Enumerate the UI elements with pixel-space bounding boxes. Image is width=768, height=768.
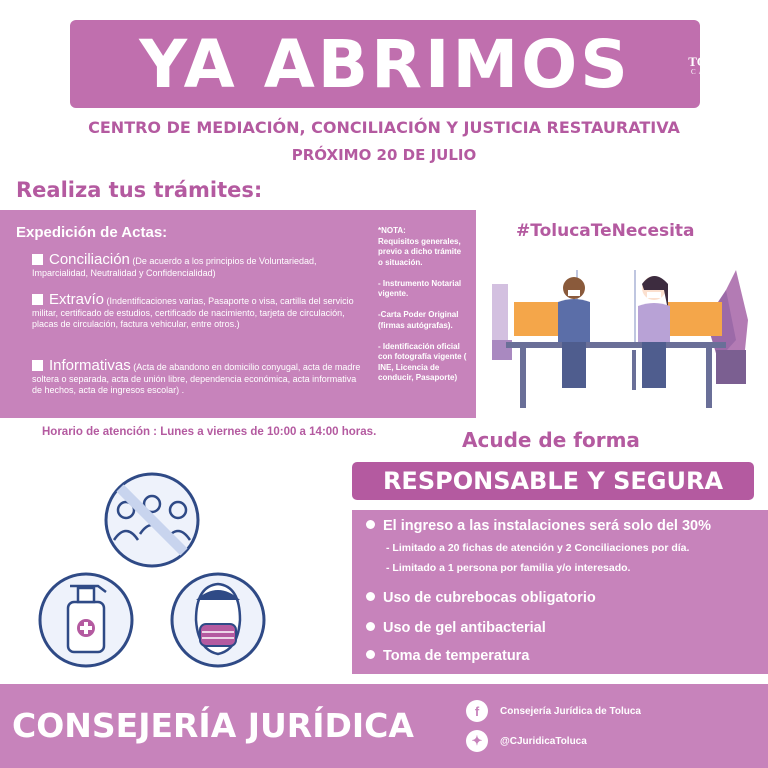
item-name: Conciliación: [49, 251, 130, 268]
item-name: Informativas: [49, 357, 131, 374]
square-bullet-icon: [32, 360, 43, 371]
rule-text: Uso de cubrebocas obligatorio: [383, 590, 596, 606]
page-title: YA ABRIMOS: [139, 25, 631, 103]
item-desc: (Acta de abandono en domicilio conyugal, acta de madre soltera o separada, acta de unión libre, dependencia económica, acta informativa de hechos, acta de ingresos escolar) .: [32, 362, 361, 395]
group-icon: [106, 474, 198, 566]
rule-text: El ingreso a las instalaciones será solo del 30%: [383, 518, 712, 534]
square-bullet-icon: [32, 294, 43, 305]
logo-name: TOLUCA: [688, 54, 744, 69]
bullet-icon: [366, 592, 375, 601]
list-item-extravio: [32, 291, 364, 331]
twitter-link[interactable]: [466, 730, 587, 752]
face-mask-icon: [172, 574, 264, 666]
item-name: Extravío: [49, 291, 105, 308]
opening-date: PRÓXIMO 20 DE JULIO: [291, 146, 477, 164]
safety-banner: [352, 462, 754, 500]
rule-mask: [366, 590, 596, 606]
square-bullet-icon: [32, 254, 43, 265]
twitter-icon: ✦: [466, 730, 488, 752]
item-desc: (Indentificaciones varias, Pasaporte o visa, cartilla del servicio militar, certificado de estudios, certificado de nacimiento, tarjeta de circulación, placas de circulación, factura vehicular, entre otros.): [32, 296, 354, 329]
office-workers-illustration: [486, 250, 756, 420]
facebook-link[interactable]: [466, 700, 641, 722]
bullet-icon: [366, 650, 375, 659]
item-desc: (De acuerdo a los principios de Voluntariedad, Imparcialidad, Neutralidad y Confidencialidad): [32, 256, 317, 278]
sub-rule-tickets: - Limitado a 20 fichas de atención y 2 Conciliaciones por día.: [386, 542, 690, 554]
twitter-label: @CJuridicaToluca: [500, 735, 587, 747]
hashtag: #TolucaTeNecesita: [516, 221, 695, 241]
facebook-icon: f: [466, 700, 488, 722]
bullet-icon: [366, 622, 375, 631]
rule-text: Uso de gel antibacterial: [383, 620, 546, 636]
actas-heading: Expedición de Actas:: [16, 224, 168, 241]
actas-panel: [0, 210, 476, 418]
requirements-note: *NOTA: Requisitos generales, previo a dicho trámite o situación. - Instrumento Notarial vigente. -Carta Poder Original (firmas autógrafas). - Identificación oficial con fotografía vigente ( INE, Licencia de conducir, Pasaporte): [378, 226, 467, 382]
office-hours: Horario de atención : Lunes a viernes de 10:00 a 14:00 horas.: [42, 426, 377, 438]
center-name: CENTRO DE MEDIACIÓN, CONCILIACIÓN Y JUSTICIA RESTAURATIVA: [88, 118, 680, 137]
acude-heading: Acude de forma: [462, 428, 640, 452]
rule-gel: [366, 620, 546, 636]
rule-capacity: [366, 518, 711, 534]
sanitizer-icon: [40, 574, 132, 666]
logo-subtitle: CAPITAL: [691, 68, 741, 76]
facebook-label: Consejería Jurídica de Toluca: [500, 705, 641, 717]
list-item-conciliacion: [32, 251, 364, 279]
rule-temperature: [366, 648, 529, 664]
safety-banner-text: RESPONSABLE Y SEGURA: [382, 467, 724, 495]
sub-rule-family: - Limitado a 1 persona por familia y/o interesado.: [386, 562, 631, 574]
footer-title: CONSEJERÍA JURÍDICA: [12, 706, 414, 745]
list-item-informativas: [32, 357, 364, 397]
footer: [0, 684, 768, 768]
rule-text: Toma de temperatura: [383, 648, 530, 664]
safety-icons: [30, 470, 290, 680]
tramites-heading: Realiza tus trámites:: [16, 178, 263, 202]
rules-panel: [352, 510, 768, 674]
bullet-icon: [366, 520, 375, 529]
title-banner: [70, 20, 700, 108]
